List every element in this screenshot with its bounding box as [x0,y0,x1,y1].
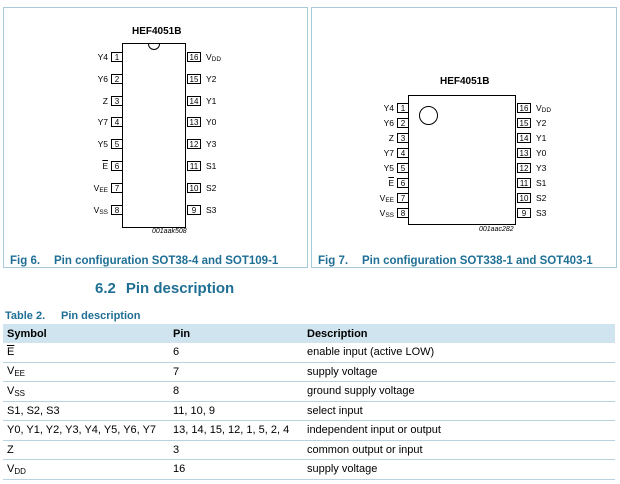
chip-title: HEF4051B [440,76,490,87]
pin-number: 14 [187,96,201,106]
pin-number: 5 [397,163,409,173]
pin-name: Y6 [383,118,394,128]
pin-number: 11 [517,178,531,188]
pin-name: VSS [379,208,394,219]
pin-number: 2 [397,118,409,128]
pin-name: Y6 [97,73,108,84]
pin-name: VEE [379,193,394,204]
chip-body [122,43,186,228]
cell-description: supply voltage [303,362,615,382]
pin-number: 1 [111,52,123,62]
pin-number: 14 [517,133,531,143]
pin-number: 4 [397,148,409,158]
pin-number: 12 [517,163,531,173]
pin1-notch [148,38,160,50]
figure-6 [3,7,308,268]
pin-number: 8 [397,208,409,218]
pin-name: VEE [93,182,108,194]
column-header-symbol: Symbol [3,324,169,343]
cell-symbol: VEE [3,362,169,382]
cell-description: ground supply voltage [303,382,615,402]
pin-number: 6 [397,178,409,188]
table-row [3,382,615,402]
pin-name: Y4 [383,103,394,113]
pin-name: S3 [206,204,217,215]
cell-symbol: Z [3,440,169,460]
pin-number: 13 [517,148,531,158]
cell-symbol: $\overline{E}$ [3,343,169,362]
table-row [3,460,615,480]
cell-pin: 8 [169,382,303,402]
pin-number: 7 [397,193,409,203]
section-number: 6.2 [95,280,116,297]
table-header-row [3,324,615,343]
cell-description: enable input (active LOW) [303,343,615,362]
pin-name: Y7 [383,148,394,158]
pin-number: 8 [111,205,123,215]
table-row [3,401,615,421]
pin-name: Y3 [206,139,217,150]
section-heading [95,280,234,297]
figure-code: 001aak508 [152,228,187,235]
table-row [3,362,615,382]
pin-name: Y7 [97,117,108,128]
pin-name: $\overline{E}$ [102,161,108,171]
pin-name: VDD [206,52,222,63]
pin-number: 2 [111,74,123,84]
table-row [3,343,615,362]
cell-pin: 3 [169,440,303,460]
pin-number: 11 [187,161,201,171]
cell-pin: 6 [169,343,303,362]
column-header-pin: Pin [169,324,303,343]
figure-caption-text: Pin configuration SOT338-1 and SOT403-1 [362,255,593,267]
pin-number: 1 [397,103,409,113]
pin-number: 13 [187,117,201,127]
pin-name: Y1 [206,95,217,106]
table-title [5,310,140,322]
cell-symbol: Y0, Y1, Y2, Y3, Y4, Y5, Y6, Y7 [3,421,169,441]
pin-number: 9 [517,208,531,218]
pin-name: Y5 [383,163,394,173]
pin-name: Z [102,95,108,106]
figure-caption [318,255,593,267]
pin-name: S1 [536,178,547,188]
pin-number: 9 [187,205,201,215]
pin-name: $\overline{E}$ [388,178,394,188]
cell-description: independent input or output [303,421,615,441]
pin-number: 10 [187,183,201,193]
pin-number: 5 [111,139,123,149]
pin-number: 10 [517,193,531,203]
pin-description-table [3,324,615,480]
table-row [3,440,615,460]
pin-name: Y0 [206,117,217,128]
cell-description: common output or input [303,440,615,460]
section-title: Pin description [125,280,235,297]
cell-symbol: S1, S2, S3 [3,401,169,421]
pin-name: Z [388,133,394,143]
cell-symbol: VDD [3,460,169,480]
pin-name: VDD [536,103,552,114]
pin-number: 7 [111,183,123,193]
figure-code: 001aac282 [479,226,514,233]
pin-number: 12 [187,139,201,149]
pin1-dot [419,106,438,125]
figure-caption [10,255,278,267]
pin-number: 4 [111,117,123,127]
figure-number: Fig 6. [10,255,41,267]
figure-caption-text: Pin configuration SOT38-4 and SOT109-1 [54,255,279,267]
table-row [3,421,615,441]
table-number: Table 2. [5,310,46,322]
pin-number: 3 [397,133,409,143]
pin-name: Y5 [97,139,108,150]
pin-number: 15 [187,74,201,84]
pin-name: Y2 [206,73,217,84]
cell-description: select input [303,401,615,421]
cell-pin: 13, 14, 15, 12, 1, 5, 2, 4 [169,421,303,441]
pin-number: 16 [187,52,201,62]
pin-name: S2 [536,193,547,203]
table-title-text: Pin description [61,310,141,322]
pin-name: Y1 [536,133,547,143]
pin-name: S2 [206,182,217,193]
pin-name: Y3 [536,163,547,173]
pin-name: VSS [93,204,108,216]
column-header-description: Description [303,324,615,343]
cell-description: supply voltage [303,460,615,480]
pin-name: Y4 [97,52,108,62]
cell-symbol: VSS [3,382,169,402]
figure-7 [311,7,617,268]
figure-number: Fig 7. [318,255,349,267]
pin-name: Y2 [536,118,547,128]
pin-number: 15 [517,118,531,128]
chip-title: HEF4051B [132,26,182,37]
cell-pin: 7 [169,362,303,382]
cell-pin: 16 [169,460,303,480]
pin-name: Y0 [536,148,547,158]
pin-number: 16 [517,103,531,113]
chip-body [408,95,516,225]
pin-name: S3 [536,208,547,218]
pin-number: 6 [111,161,123,171]
pin-number: 3 [111,96,123,106]
cell-pin: 11, 10, 9 [169,401,303,421]
pin-name: S1 [206,161,217,171]
